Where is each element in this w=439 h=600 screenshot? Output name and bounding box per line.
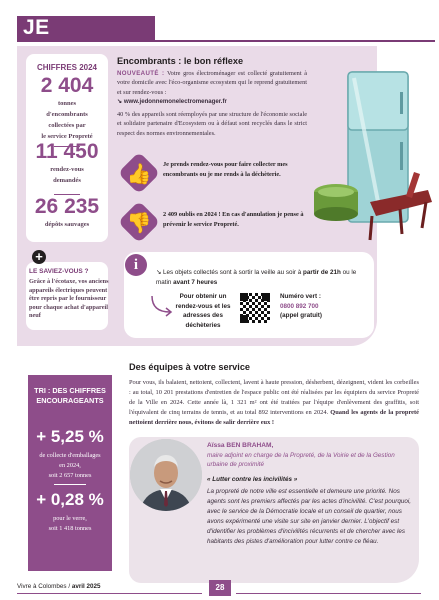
savez-vous-title: LE SAVIEZ-VOUS ? bbox=[29, 268, 89, 275]
footer-rule bbox=[17, 593, 202, 594]
speaker-role: maire adjoint en charge de la Propreté, de la Voirie et de la Gestion urbaine de proximité bbox=[207, 452, 395, 468]
tri-title: TRI : DES CHIFFRES ENCOURAGEANTS bbox=[34, 386, 106, 405]
tri-percent: + 5,25 % bbox=[36, 427, 104, 446]
tri-percent: + 0,28 % bbox=[36, 490, 104, 509]
page-number: 28 bbox=[209, 580, 231, 596]
stats-title: CHIFFRES 2024 bbox=[36, 63, 98, 72]
arrow-icon: ↘ bbox=[117, 98, 124, 106]
stat-label: tonnes d'encombrants collectées par le service Propreté bbox=[41, 100, 93, 140]
section-title: JE bbox=[17, 16, 155, 40]
savez-vous-text: Grâce à l'écotaxe, vos anciens appareils électriques peuvent être repris par le fournisseur pour chaque achat d'appareil neuf bbox=[29, 278, 109, 319]
equipes-title: Des équipes à votre service bbox=[129, 362, 251, 372]
encombrants-illustration bbox=[310, 52, 435, 242]
tri-label: de collecte d'emballages en 2024, soit 2 657 tonnes bbox=[39, 452, 101, 479]
stat-label: rendez-vous demandés bbox=[50, 166, 84, 184]
encombrants-intro bbox=[117, 69, 307, 107]
quote-text: La propreté de notre ville est essentielle et demeure une priorité. Nos agents sont les premiers affectés par les actes d'incivilité. C'est pourquoi, avec le service de la Démocratie locale et un conseil de quartier, nous avons expérimenté une visite sur site en janvier dernier. L'objectif est d'identifier les problèmes d'incivilités récurrents et de chercher avec les habitants des pistes d'amélioration pour lutter contre ce fléau. bbox=[207, 488, 412, 545]
phone-label: Numéro vert : bbox=[280, 293, 321, 300]
speaker-name: Aïssa BEN BRAHAM, bbox=[207, 442, 274, 449]
stat-number: 26 235 bbox=[34, 195, 100, 218]
encombrants-body: 40 % des appareils sont réemployés par une structure de l'économie sociale et solidaire partenaire d'Ecosystem ou à défaut sont recyclés dans le strict respect des normes environnementales. bbox=[117, 111, 307, 137]
stat-number: 11 450 bbox=[35, 140, 99, 163]
footer-publication: Vivre à Colombes / avril 2025 bbox=[17, 583, 101, 590]
phone-block bbox=[280, 292, 350, 321]
qr-code[interactable] bbox=[240, 293, 270, 323]
thumbs-up-icon: 👍 bbox=[118, 152, 160, 194]
thumb-up-text: Je prends rendez-vous pour faire collecter mes encombrants ou je me rends à la déchèterie. bbox=[163, 161, 288, 178]
website-link[interactable]: www.jedonnemonelectromenager.fr bbox=[123, 98, 227, 106]
portrait-photo bbox=[130, 439, 202, 511]
equipes-body: Pour vous, ils balaient, nettoient, collectent, lavent à haute pression, désherbent, dézeignent, vident les corbeilles : au total, 10 201 prestations d'entretien de l'espace public ont été réalisées par les équipiers du service Propreté de la Ville en 2024. Cette année là, 1 321 m² ont été traitées par l'équipe d'enlèvement des graffitis, soit l'équivalent de cinq terrains de tennis, et au total 892 interventions en 2024. Quand les agents de la propreté nettoient derrière nous, évitons de salir derrière eux ! bbox=[129, 379, 419, 426]
plus-icon: + bbox=[32, 250, 46, 264]
stat-number: 2 404 bbox=[40, 74, 94, 97]
encombrants-title: Encombrants : le bon réflexe bbox=[117, 56, 244, 66]
bullet-icon: ↘ bbox=[156, 269, 164, 276]
kicker: NOUVEAUTÉ : bbox=[117, 70, 165, 77]
ottoman-image bbox=[314, 184, 358, 221]
divider bbox=[54, 484, 86, 485]
footer-rule bbox=[236, 593, 421, 594]
thumbs-down-icon: 👎 bbox=[118, 201, 160, 243]
tri-label: pour le verre, soit 1 418 tonnes bbox=[48, 515, 92, 532]
header-rule bbox=[17, 40, 435, 42]
info-text: ↘ Les objets collectés sont à sortir la veille au soir à partir de 21h ou le matin avant 7 heures bbox=[156, 269, 357, 286]
quote-headline: « Lutter contre les incivilités » bbox=[207, 476, 298, 483]
intro-text: Votre gros électroménager est collecté gratuitement à votre domicile avec l'éco-organisme ecosystem qui le reprend gratuitement et sur rendez-vous : bbox=[117, 70, 307, 96]
thumb-down-text: 2 409 oublis en 2024 ! En cas d'annulation je pense à prévenir le service Propreté. bbox=[163, 211, 304, 228]
phone-number: 0800 892 700 bbox=[280, 302, 319, 310]
phone-note: (appel gratuit) bbox=[280, 312, 322, 320]
info-icon: i bbox=[125, 254, 147, 276]
rdv-text: Pour obtenir un rendez-vous et les adresses des déchèteries bbox=[175, 293, 231, 329]
stat-label: dépôts sauvages bbox=[44, 221, 90, 228]
arrow-icon bbox=[150, 294, 174, 318]
